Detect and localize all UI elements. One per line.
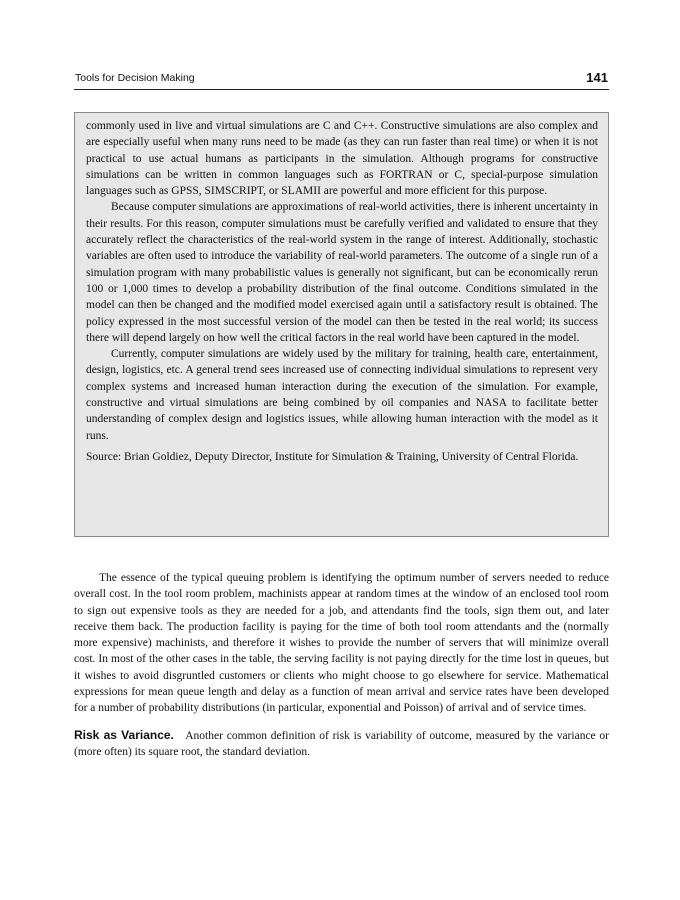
sidebar-paragraph: commonly used in live and virtual simulations are C and C++. Constructive simulations are also complex and are especially useful when many runs need to be made (as they can run faster than real time) or when it is not practical to use actual humans as participants in the simulation. Although programs for constructive simulations can be written in common languages such as FORTRAN or C, special-purpose simulation languages such as GPSS, SIMSCRIPT, or SLAMII are powerful and more efficient for this purpose.: [86, 120, 598, 198]
sidebar-paragraph: Because computer simulations are approximations of real-world activities, there is inherent uncertainty in their results. For this reason, computer simulations must be carefully verified and validated to ensure that they accurately reflect the characteristics of the real-world system in the range of interest. Additionally, stochastic variables are often used to introduce the variability of real-world parameters. The outcome of a single run of a simulation program with many probabilistic values is generally not significant, but can be economically rerun 100 or 1,000 times to develop a probability distribution of the final outcome. Conditions simulated in the model can then be changed and the modified model exercised again until a satisfactory result is obtained. The policy expressed in the most successful version of the model can then be tested in the real world; its success there will depend largely on how well the critical factors in the real world have been captured in the model.: [86, 201, 598, 344]
running-header: Tools for Decision Making: [75, 72, 195, 84]
risk-paragraph: [74, 727, 609, 761]
body-text: [74, 570, 609, 760]
risk-text: Another common definition of risk is variability of outcome, measured by the variance or (more often) its square root, the standard deviation.: [74, 729, 610, 758]
sidebar-paragraph: Currently, computer simulations are widely used by the military for training, health care, entertainment, design, logistics, etc. A general trend sees increased use of connecting individual simulations to represent very complex systems and increased human interaction during the execution of the simulation. For example, constructive and virtual simulations are being combined by oil companies and NASA to facilitate better understanding of complex design and logistics issues, while allowing human interaction with the model as it runs.: [86, 348, 598, 442]
page-number: 141: [586, 70, 608, 85]
section-heading: Risk as Variance.: [74, 727, 174, 742]
header-rule: [74, 89, 609, 90]
sidebar-box: [74, 112, 609, 537]
sidebar-source: Source: Brian Goldiez, Deputy Director, Institute for Simulation & Training, University of Central Florida.: [86, 450, 579, 463]
queuing-paragraph: The essence of the typical queuing problem is identifying the optimum number of servers needed to reduce overall cost. In the tool room problem, machinists appear at random times at the window of an enclosed tool room to sign out expensive tools as they are needed for a job, and attendants find the tools, sign them out, and later receive them back. The production facility is paying for the time of both tool room attendants and the (normally more expensive) machinists, and therefore it wishes to provide the number of servers that will minimize overall cost. In most of the other cases in the table, the serving facility is not paying directly for the time lost in queues, but it wishes to avoid disgruntled customers or clients who might choose to go elsewhere for service. Mathematical expressions for mean queue length and delay as a function of mean arrival and service rates have been developed for a number of probability distributions (in particular, exponential and Poisson) of arrival and of service times.: [74, 572, 609, 715]
